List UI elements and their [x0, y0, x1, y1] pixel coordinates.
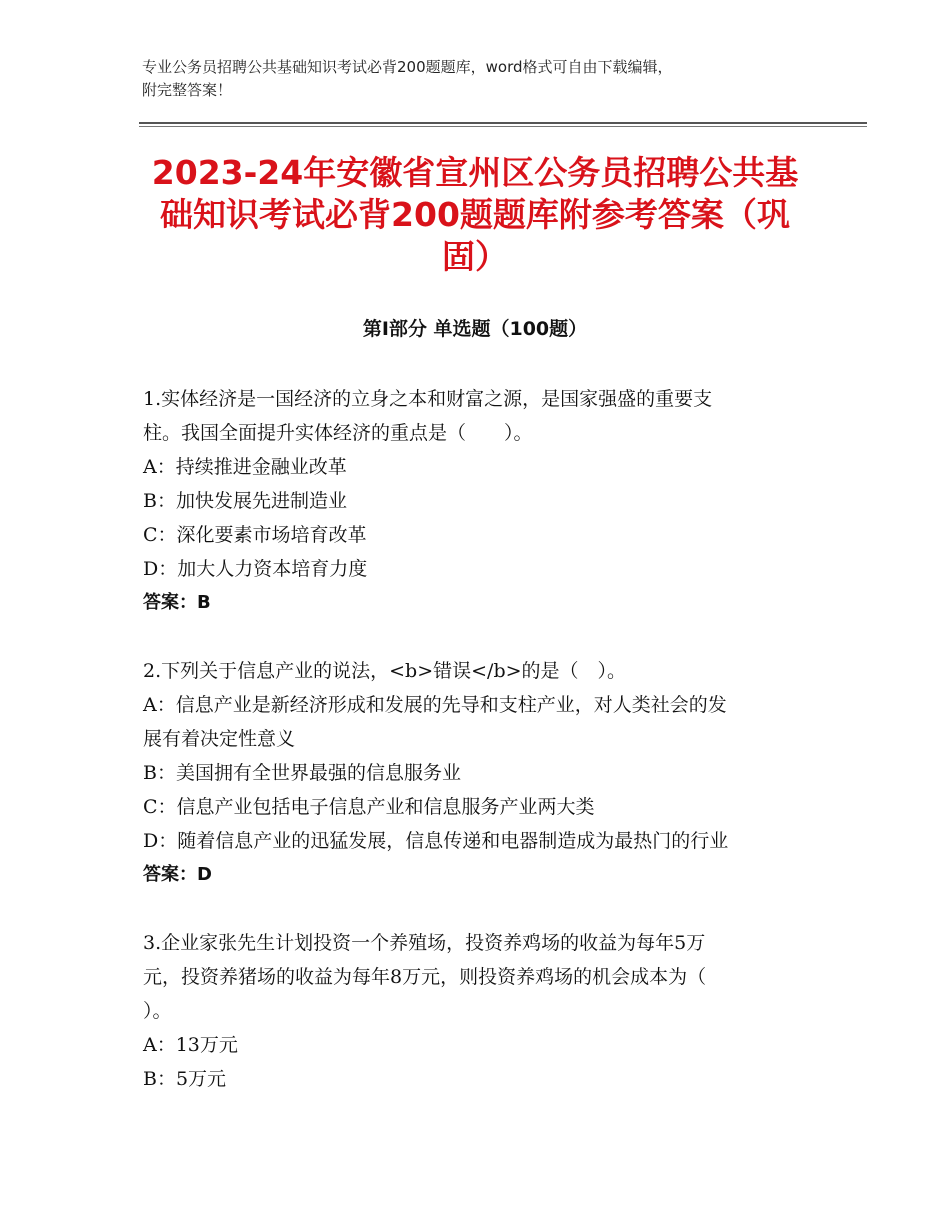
question-1-option-b: B：加快发展先进制造业 [143, 490, 347, 512]
question-1-stem-line-1: 1.实体经济是一国经济的立身之本和财富之源，是国家强盛的重要支 [143, 388, 713, 410]
question-1-option-d: D：加大人力资本培育力度 [143, 558, 368, 580]
header-note [142, 56, 822, 102]
question-2-answer [143, 858, 807, 892]
question-2-option-d: D：随着信息产业的迅猛发展，信息传递和电器制造成为最热门的行业 [143, 830, 729, 852]
header-divider-thin [139, 126, 867, 127]
question-1 [143, 382, 807, 620]
question-1-option-a: A：持续推进金融业改革 [143, 456, 347, 478]
question-1-option-c: C：深化要素市场培育改革 [143, 524, 367, 546]
answer-label: 答案： [143, 864, 197, 885]
question-2-option-c: C：信息产业包括电子信息产业和信息服务产业两大类 [143, 796, 595, 818]
question-3-stem-line-2: 元，投资养猪场的收益为每年8万元，则投资养鸡场的机会成本为（ [143, 966, 707, 988]
title-line-2: 础知识考试必背200题题库附参考答案（巩 [160, 195, 790, 234]
question-2-option-a-line-1: A：信息产业是新经济形成和发展的先导和支柱产业，对人类社会的发 [143, 694, 727, 716]
question-2-stem-line-1: 2.下列关于信息产业的说法，<b>错误</b>的是（ ）。 [143, 660, 627, 682]
title-line-1: 2023-24年安徽省宣州区公务员招聘公共基 [151, 153, 799, 192]
question-3 [143, 926, 807, 1096]
question-3-option-a: A：13万元 [143, 1034, 238, 1056]
header-note-line-1: 专业公务员招聘公共基础知识考试必背200题题库，word格式可自由下载编辑， [142, 58, 673, 76]
answer-label: 答案： [143, 592, 197, 613]
question-1-answer [143, 586, 807, 620]
question-3-stem-line-3: ）。 [143, 1000, 172, 1022]
question-3-option-b: B：5万元 [143, 1068, 227, 1090]
question-2-option-a-line-2: 展有着决定性意义 [143, 728, 296, 750]
title-line-3: 固） [442, 237, 508, 276]
section-title: 第Ⅰ部分 单选题（100题） [362, 318, 588, 340]
question-1-stem-line-2: 柱。我国全面提升实体经济的重点是（ ）。 [143, 422, 533, 444]
question-2 [143, 654, 807, 892]
question-2-option-b: B：美国拥有全世界最强的信息服务业 [143, 762, 461, 784]
document-title [130, 152, 820, 278]
question-3-stem-line-1: 3.企业家张先生计划投资一个养殖场，投资养鸡场的收益为每年5万 [143, 932, 706, 954]
answer-value: B [197, 592, 211, 613]
header-divider-thick [139, 122, 867, 124]
header-note-line-2: 附完整答案！ [142, 81, 233, 99]
question-list [143, 382, 807, 1130]
answer-value: D [197, 864, 212, 885]
